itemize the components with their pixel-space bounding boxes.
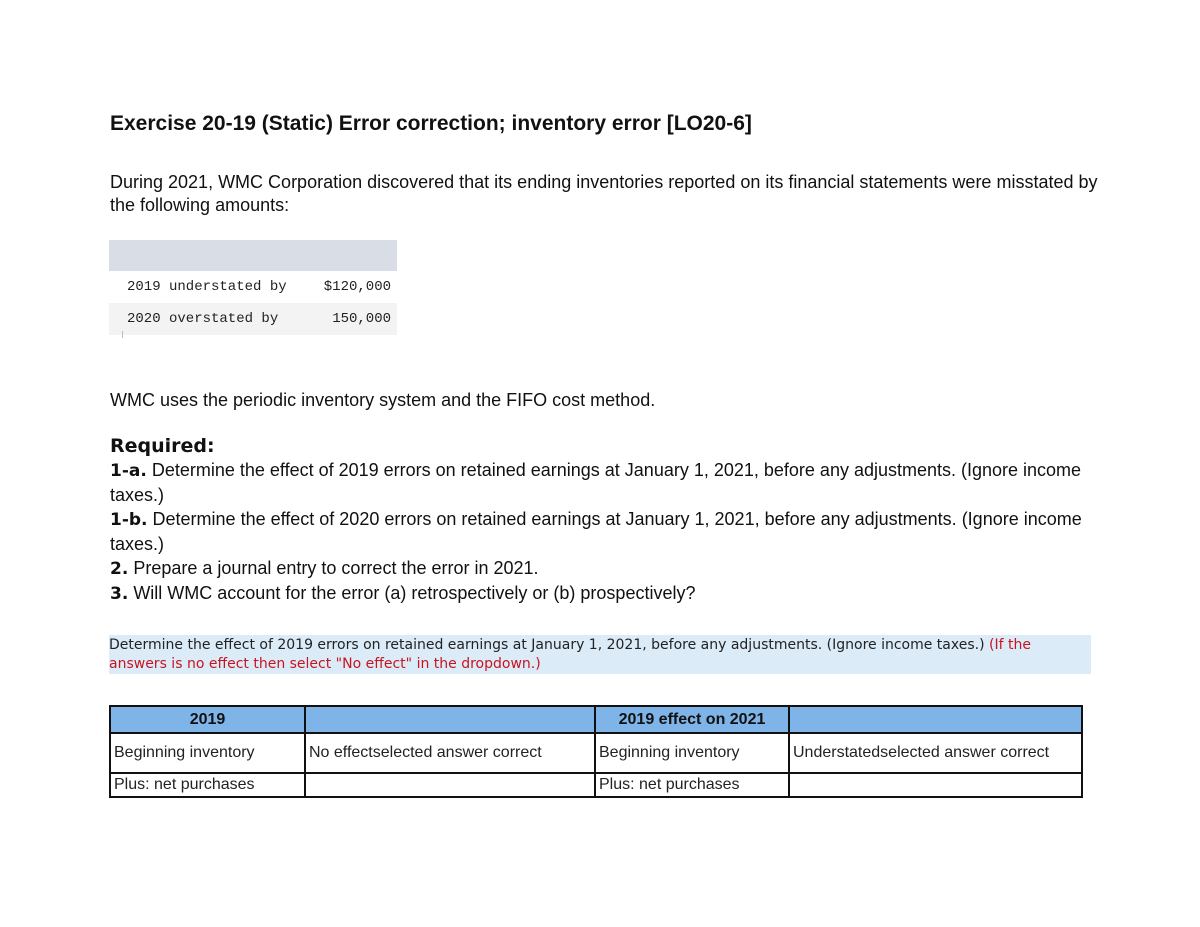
header-blank	[789, 706, 1082, 733]
table-tick-mark	[122, 331, 123, 338]
required-item-number: 3.	[110, 584, 129, 604]
required-item-2	[110, 556, 1100, 581]
instruction-text: Determine the effect of 2019 errors on retained earnings at January 1, 2021, before any adjustments. (Ignore income taxes.)	[109, 637, 985, 653]
error-year: 2019	[127, 279, 161, 295]
answer-input[interactable]	[305, 773, 595, 797]
required-item-text: Determine the effect of 2020 errors on retained earnings at January 1, 2021, before any adjustments. (Ignore income taxes.)	[110, 509, 1082, 554]
error-year: 2020	[127, 311, 161, 327]
table-row	[110, 733, 1082, 773]
row-label: Plus: net purchases	[595, 773, 789, 797]
intro-text: During 2021, WMC Corporation discovered that its ending inventories reported on its financial statements were misstated by the following amounts:	[110, 172, 1098, 215]
required-item-3	[110, 581, 1100, 606]
row-label: Beginning inventory	[595, 733, 789, 773]
table-header-row	[110, 706, 1082, 733]
error-amount: 150,000	[332, 311, 391, 327]
header-effect-on-2021: 2019 effect on 2021	[595, 706, 789, 733]
required-item-text: Will WMC account for the error (a) retrospectively or (b) prospectively?	[133, 583, 696, 603]
header-2019: 2019	[110, 706, 305, 733]
row-label: Plus: net purchases	[110, 773, 305, 797]
required-item-number: 2.	[110, 559, 129, 579]
row-label: Beginning inventory	[110, 733, 305, 773]
error-amount: $120,000	[323, 279, 391, 295]
error-row-2020	[109, 303, 397, 335]
error-description: understated by	[169, 279, 287, 295]
instruction-note: (If the answers is no effect then select "No effect" in the dropdown.)	[109, 637, 1031, 672]
required-item-text: Determine the effect of 2019 errors on retained earnings at January 1, 2021, before any adjustments. (Ignore income taxes.)	[110, 460, 1082, 505]
answer-dropdown[interactable]: Understatedselected answer correct	[789, 733, 1082, 773]
table-row	[110, 773, 1082, 797]
answer-dropdown[interactable]: No effectselected answer correct	[305, 733, 595, 773]
error-row-2019	[109, 271, 397, 303]
instruction-banner	[109, 635, 1091, 674]
required-item-1a	[110, 458, 1100, 507]
required-item-text: Prepare a journal entry to correct the error in 2021.	[133, 558, 539, 578]
required-section	[110, 434, 1100, 606]
required-item-number: 1-a.	[110, 461, 147, 481]
required-item-number: 1-b.	[110, 510, 148, 530]
method-text: WMC uses the periodic inventory system and the FIFO cost method.	[110, 390, 656, 410]
error-description: overstated by	[169, 311, 279, 327]
required-item-1b	[110, 507, 1100, 556]
exercise-title: Exercise 20-19 (Static) Error correction; inventory error [LO20-6]	[110, 112, 752, 135]
answer-table	[109, 705, 1083, 798]
errors-table-header	[109, 240, 397, 271]
required-heading: Required:	[110, 435, 215, 457]
header-blank	[305, 706, 595, 733]
answer-input[interactable]	[789, 773, 1082, 797]
errors-table	[109, 240, 397, 334]
